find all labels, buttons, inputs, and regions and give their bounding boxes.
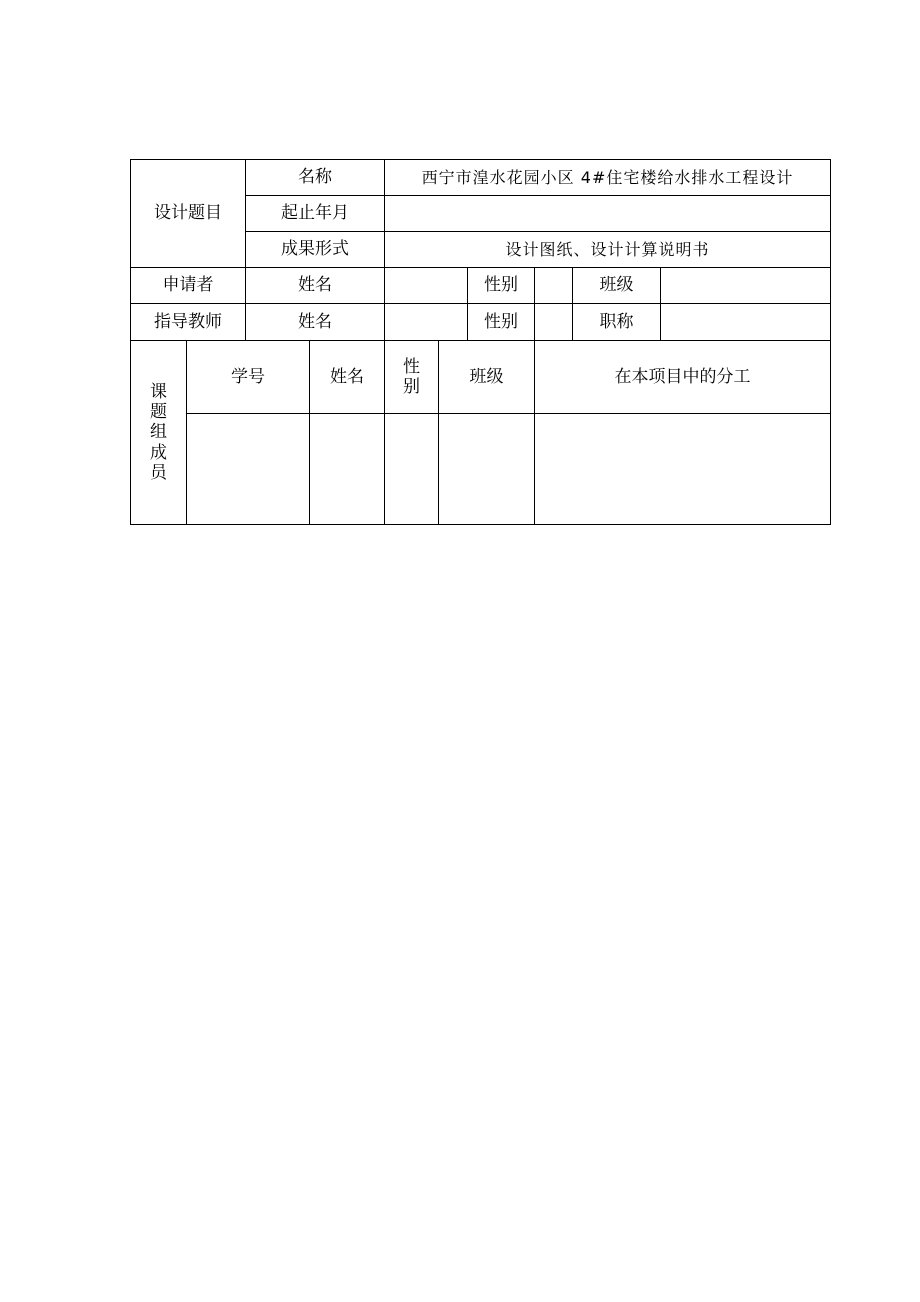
advisor-label: 指导教师 xyxy=(131,304,246,341)
applicant-gender-value[interactable] xyxy=(535,268,573,304)
header-student-id: 学号 xyxy=(187,341,310,414)
team-header-row xyxy=(131,341,831,414)
applicant-label: 申请者 xyxy=(131,268,246,304)
advisor-name-label: 姓名 xyxy=(246,304,385,341)
topic-period-label: 起止年月 xyxy=(246,196,385,232)
header-class: 班级 xyxy=(439,341,535,414)
team-label-char: 题 xyxy=(150,401,167,422)
member-class[interactable] xyxy=(439,414,535,525)
team-member-row xyxy=(131,414,831,525)
header-gender xyxy=(385,341,439,414)
topic-period-value[interactable] xyxy=(385,196,831,232)
advisor-name-value[interactable] xyxy=(385,304,468,341)
topic-result-label: 成果形式 xyxy=(246,232,385,268)
team-label-char: 组 xyxy=(150,422,167,443)
team-label-char: 成 xyxy=(150,442,167,463)
team-label-char: 课 xyxy=(150,381,167,402)
application-form-table xyxy=(130,159,831,525)
header-role: 在本项目中的分工 xyxy=(535,341,831,414)
topic-name-label: 名称 xyxy=(246,160,385,196)
design-topic-label: 设计题目 xyxy=(131,160,246,268)
applicant-class-label: 班级 xyxy=(573,268,661,304)
header-gender-char: 别 xyxy=(403,377,420,397)
header-name: 姓名 xyxy=(310,341,385,414)
topic-result-value: 设计图纸、设计计算说明书 xyxy=(385,232,831,268)
team-label-char: 员 xyxy=(150,463,167,484)
applicant-class-value[interactable] xyxy=(661,268,831,304)
advisor-gender-value[interactable] xyxy=(535,304,573,341)
member-role[interactable] xyxy=(535,414,831,525)
advisor-title-label: 职称 xyxy=(573,304,661,341)
member-gender[interactable] xyxy=(385,414,439,525)
team-label xyxy=(131,341,187,525)
member-name[interactable] xyxy=(310,414,385,525)
advisor-title-value[interactable] xyxy=(661,304,831,341)
header-gender-char: 性 xyxy=(403,356,420,377)
topic-name-value: 西宁市湟水花园小区 4#住宅楼给水排水工程设计 xyxy=(385,160,831,196)
design-topic-row-name xyxy=(131,160,831,196)
applicant-row xyxy=(131,268,831,304)
applicant-gender-label: 性别 xyxy=(468,268,535,304)
advisor-row xyxy=(131,304,831,341)
member-student-id[interactable] xyxy=(187,414,310,525)
advisor-gender-label: 性别 xyxy=(468,304,535,341)
applicant-name-value[interactable] xyxy=(385,268,468,304)
applicant-name-label: 姓名 xyxy=(246,268,385,304)
